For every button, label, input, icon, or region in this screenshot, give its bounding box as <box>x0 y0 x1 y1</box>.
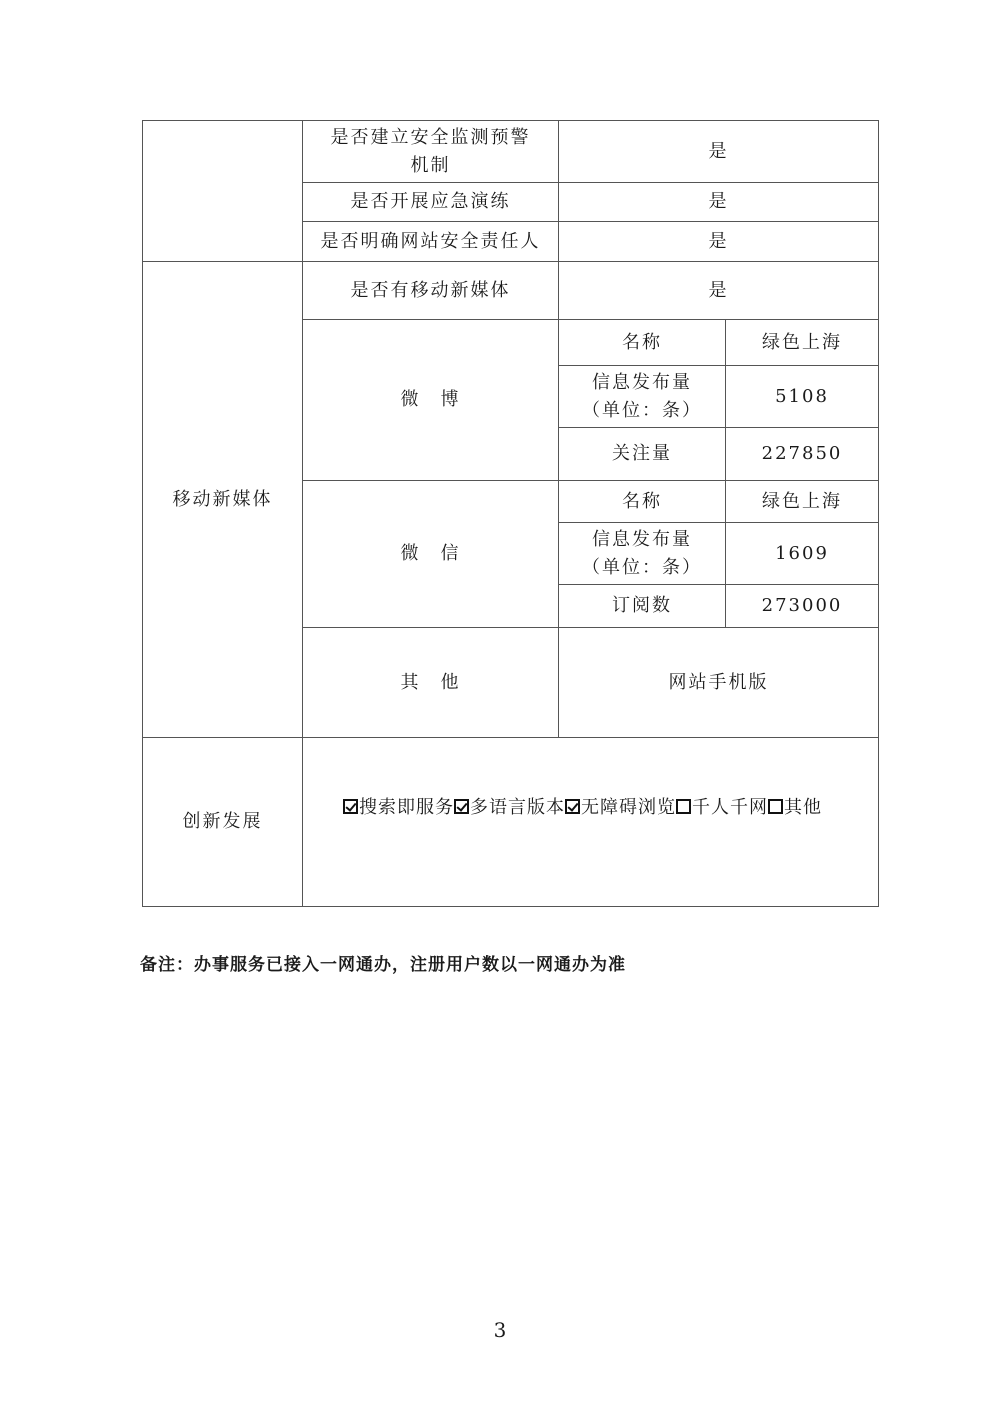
emergency-drill-value: 是 <box>559 183 879 222</box>
checkbox-icon[interactable] <box>343 799 358 814</box>
checkbox-icon[interactable] <box>676 799 691 814</box>
wechat-posts-label: 信息发布量 （单位：条） <box>559 523 726 585</box>
weibo-name-label: 名称 <box>559 320 726 366</box>
innovation-category: 创新发展 <box>143 738 303 907</box>
weibo-followers-value: 227850 <box>726 428 879 481</box>
weibo-label: 微 博 <box>303 320 559 481</box>
has-mobile-media-label: 是否有移动新媒体 <box>303 262 559 320</box>
weibo-posts-label: 信息发布量 （单位：条） <box>559 366 726 428</box>
report-table <box>142 120 879 907</box>
other-media-value: 网站手机版 <box>559 628 879 738</box>
innovation-option-label: 其他 <box>784 797 822 818</box>
security-monitoring-label: 是否建立安全监测预警 机制 <box>303 121 559 183</box>
checkbox-icon[interactable] <box>454 799 469 814</box>
page-number: 3 <box>493 1318 507 1342</box>
innovation-option-label: 千人千网 <box>692 797 768 818</box>
wechat-posts-value: 1609 <box>726 523 879 585</box>
other-media-label: 其 他 <box>303 628 559 738</box>
innovation-option-label: 搜索即服务 <box>359 797 454 818</box>
checkbox-icon[interactable] <box>565 799 580 814</box>
emergency-drill-label: 是否开展应急演练 <box>303 183 559 222</box>
mobile-media-category: 移动新媒体 <box>143 262 303 738</box>
weibo-followers-label: 关注量 <box>559 428 726 481</box>
wechat-name-value: 绿色上海 <box>726 481 879 523</box>
innovation-option-label: 无障碍浏览 <box>581 797 676 818</box>
footnote: 备注：办事服务已接入一网通办，注册用户数以一网通办为准 <box>140 955 626 975</box>
innovation-options <box>343 794 874 822</box>
checkbox-icon[interactable] <box>768 799 783 814</box>
security-monitoring-value: 是 <box>559 121 879 183</box>
has-mobile-media-value: 是 <box>559 262 879 320</box>
security-category-cell <box>143 121 303 262</box>
innovation-option-label: 多语言版本 <box>470 797 565 818</box>
security-owner-label: 是否明确网站安全责任人 <box>303 222 559 262</box>
weibo-posts-value: 5108 <box>726 366 879 428</box>
wechat-name-label: 名称 <box>559 481 726 523</box>
innovation-options-cell <box>303 738 879 907</box>
wechat-subscribers-label: 订阅数 <box>559 585 726 628</box>
wechat-label: 微 信 <box>303 481 559 628</box>
weibo-name-value: 绿色上海 <box>726 320 879 366</box>
security-owner-value: 是 <box>559 222 879 262</box>
wechat-subscribers-value: 273000 <box>726 585 879 628</box>
